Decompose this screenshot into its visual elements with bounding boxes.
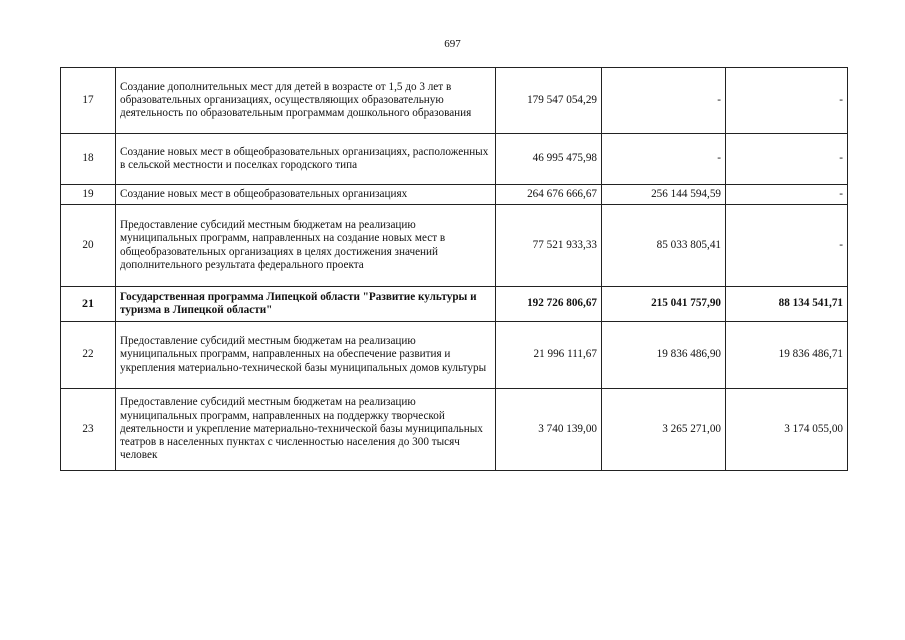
value-col-2: 19 836 486,90 bbox=[602, 322, 726, 389]
table-row bbox=[61, 322, 848, 389]
row-number: 21 bbox=[61, 287, 116, 322]
value-col-1: 179 547 054,29 bbox=[496, 68, 602, 134]
page-number: 697 bbox=[444, 38, 461, 50]
value-col-1: 21 996 111,67 bbox=[496, 322, 602, 389]
row-title: Создание новых мест в общеобразовательных организациях bbox=[116, 185, 496, 205]
value-col-2: 256 144 594,59 bbox=[602, 185, 726, 205]
value-col-1: 192 726 806,67 bbox=[496, 287, 602, 322]
value-col-3: 88 134 541,71 bbox=[726, 287, 848, 322]
row-number: 23 bbox=[61, 389, 116, 471]
row-title: Предоставление субсидий местным бюджетам на реализацию муниципальных программ, направленных на обеспечение развития и укрепления материально-технической базы муниципальных домов культуры bbox=[116, 322, 496, 389]
value-col-2: - bbox=[602, 68, 726, 134]
table-row bbox=[61, 205, 848, 287]
value-col-3: - bbox=[726, 205, 848, 287]
budget-table bbox=[60, 67, 848, 471]
row-number: 19 bbox=[61, 185, 116, 205]
value-col-2: 85 033 805,41 bbox=[602, 205, 726, 287]
row-title: Предоставление субсидий местным бюджетам на реализацию муниципальных программ, направленных на создание новых мест в общеобразовательных организациях в целях достижения значений дополнительного результата федерального проекта bbox=[116, 205, 496, 287]
row-number: 20 bbox=[61, 205, 116, 287]
table-row bbox=[61, 134, 848, 185]
row-number: 22 bbox=[61, 322, 116, 389]
row-title: Создание дополнительных мест для детей в возрасте от 1,5 до 3 лет в образовательных организациях, осуществляющих образовательную деятельность по образовательным программам дошкольного образования bbox=[116, 68, 496, 134]
table-row-program bbox=[61, 287, 848, 322]
value-col-3: - bbox=[726, 185, 848, 205]
row-number: 18 bbox=[61, 134, 116, 185]
row-title: Предоставление субсидий местным бюджетам на реализацию муниципальных программ, направленных на поддержку творческой деятельности и укрепление материально-технической базы муниципальных театров в населенных пунктах с численностью населения до 300 тысяч человек bbox=[116, 389, 496, 471]
row-number: 17 bbox=[61, 68, 116, 134]
value-col-3: - bbox=[726, 68, 848, 134]
value-col-2: 215 041 757,90 bbox=[602, 287, 726, 322]
value-col-1: 46 995 475,98 bbox=[496, 134, 602, 185]
row-title: Государственная программа Липецкой области "Развитие культуры и туризма в Липецкой области" bbox=[116, 287, 496, 322]
table-row bbox=[61, 389, 848, 471]
value-col-1: 264 676 666,67 bbox=[496, 185, 602, 205]
table-row bbox=[61, 185, 848, 205]
value-col-3: 19 836 486,71 bbox=[726, 322, 848, 389]
table-row bbox=[61, 68, 848, 134]
value-col-1: 3 740 139,00 bbox=[496, 389, 602, 471]
value-col-3: - bbox=[726, 134, 848, 185]
value-col-1: 77 521 933,33 bbox=[496, 205, 602, 287]
value-col-2: - bbox=[602, 134, 726, 185]
value-col-2: 3 265 271,00 bbox=[602, 389, 726, 471]
value-col-3: 3 174 055,00 bbox=[726, 389, 848, 471]
row-title: Создание новых мест в общеобразовательных организациях, расположенных в сельской местности и поселках городского типа bbox=[116, 134, 496, 185]
